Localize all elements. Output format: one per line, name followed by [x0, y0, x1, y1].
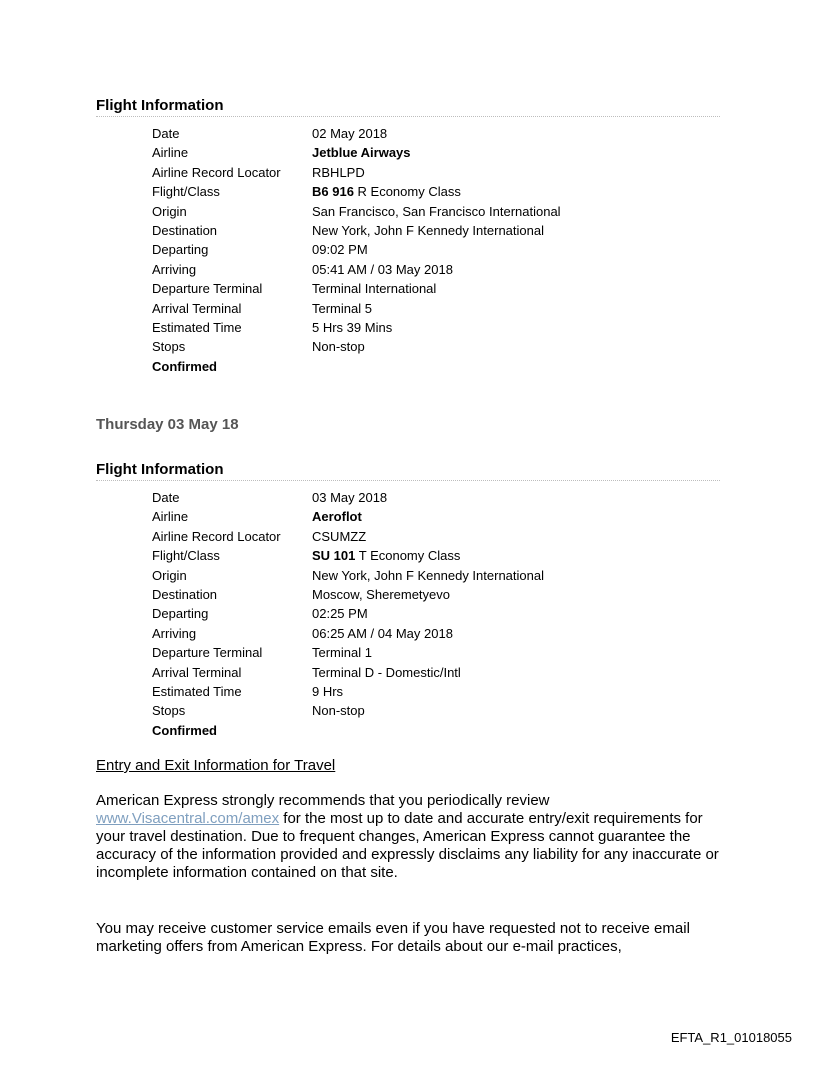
row-label: Destination [152, 222, 218, 238]
flight-2-departing-row [152, 604, 720, 623]
row-value: Non-stop [312, 339, 365, 355]
flight-2-details [152, 488, 720, 740]
row-label: Departing [152, 606, 209, 622]
flight-2-destination-row [152, 585, 720, 604]
airline-name: Aeroflot [312, 509, 362, 525]
row-label: Departing [152, 242, 209, 258]
flight-2-airline-row [152, 507, 720, 526]
row-label: Arriving [152, 261, 197, 277]
flight-1-departure-terminal-row [152, 279, 720, 298]
class-text: T Economy Class [355, 548, 461, 564]
flight-class-value [312, 546, 720, 565]
flight-2-stops-row [152, 701, 720, 720]
flight-1-status: Confirmed [152, 358, 217, 374]
row-value: San Francisco, San Francisco International [312, 203, 561, 219]
row-value: Terminal International [312, 281, 437, 297]
row-label: Date [152, 490, 180, 505]
row-label: Departure Terminal [152, 281, 263, 297]
entry-exit-heading: Entry and Exit Information for Travel [96, 757, 336, 774]
row-label: Arriving [152, 625, 197, 641]
row-value: 5 Hrs 39 Mins [312, 319, 393, 335]
row-label: Destination [152, 586, 218, 602]
flight-1-arriving-row [152, 260, 720, 279]
email-notice-paragraph: You may receive customer service emails even if you have requested not to receive email marketing offers from American Express. For details about our e-mail practices, [96, 920, 690, 955]
row-value: Terminal 1 [312, 645, 372, 661]
row-value: 05:41 AM / 03 May 2018 [312, 261, 453, 277]
row-value: 02 May 2018 [312, 126, 388, 141]
row-label: Flight/Class [152, 184, 220, 200]
class-text: R Economy Class [353, 184, 461, 200]
flight-1-date-row [152, 124, 720, 143]
row-label: Origin [152, 567, 187, 583]
flight-1-departing-row [152, 240, 720, 259]
row-label: Airline [152, 509, 189, 525]
row-value: New York, John F Kennedy International [312, 567, 544, 583]
row-label: Flight/Class [152, 548, 220, 564]
flight-class-value [312, 182, 720, 201]
row-label: Airline [152, 145, 189, 161]
visacentral-link[interactable]: www.Visacentral.com/amex [96, 810, 280, 827]
row-label: Date [152, 126, 180, 141]
row-label: Airline Record Locator [152, 528, 281, 544]
flight-2-class-row [152, 546, 720, 565]
row-label: Estimated Time [152, 319, 242, 335]
row-label: Estimated Time [152, 683, 242, 699]
entry-exit-paragraph [96, 792, 726, 882]
day-heading: Thursday 03 May 18 [96, 416, 239, 433]
row-value: 9 Hrs [312, 683, 344, 699]
row-label: Airline Record Locator [152, 164, 281, 180]
row-value: Non-stop [312, 703, 365, 719]
flight-1-heading: Flight Information [96, 97, 720, 117]
flight-1-stops-row [152, 337, 720, 356]
flight-1-details [152, 124, 720, 376]
flight-2-arriving-row [152, 624, 720, 643]
flight-2-arrival-terminal-row [152, 663, 720, 682]
document-id: EFTA_R1_01018055 [670, 1030, 792, 1045]
row-value: CSUMZZ [312, 528, 367, 544]
row-label: Arrival Terminal [152, 300, 242, 316]
entry-exit-text-end: for the most up to date and accurate entry/exit requirements for your travel destination. Due to frequent changes, American Express cannot guarantee the accuracy of the information provided and expressly disclaims any liability for any inaccurate or incomplete information contained on that site. [96, 810, 719, 881]
flight-1-origin-row [152, 202, 720, 221]
flight-2-heading: Flight Information [96, 461, 720, 481]
flight-1-destination-row [152, 221, 720, 240]
row-label: Departure Terminal [152, 645, 263, 661]
flight-2-date-row [152, 488, 720, 507]
row-label: Stops [152, 339, 186, 355]
flight-1-estimated-time-row [152, 318, 720, 337]
flight-number: SU 101 [312, 548, 356, 564]
row-label: Stops [152, 703, 186, 719]
flight-1-class-row [152, 182, 720, 201]
flight-number: B6 916 [312, 184, 354, 200]
row-label: Origin [152, 203, 187, 219]
row-value: 03 May 2018 [312, 490, 388, 505]
flight-2-origin-row [152, 566, 720, 585]
row-value: New York, John F Kennedy International [312, 222, 544, 238]
flight-2-departure-terminal-row [152, 643, 720, 662]
row-value: Moscow, Sheremetyevo [312, 586, 451, 602]
flight-2-estimated-time-row [152, 682, 720, 701]
row-value: RBHLPD [312, 164, 365, 180]
airline-name: Jetblue Airways [312, 145, 411, 161]
row-label: Arrival Terminal [152, 664, 242, 680]
row-value: 09:02 PM [312, 242, 368, 258]
row-value: Terminal D - Domestic/Intl [312, 664, 461, 680]
row-value: 06:25 AM / 04 May 2018 [312, 625, 453, 641]
row-value: Terminal 5 [312, 300, 372, 316]
flight-1-arrival-terminal-row [152, 299, 720, 318]
flight-1-locator-row [152, 163, 720, 182]
entry-exit-text-start: American Express strongly recommends that you periodically review [96, 792, 550, 809]
flight-1-airline-row [152, 143, 720, 162]
row-value: 02:25 PM [312, 606, 368, 622]
flight-2-status: Confirmed [152, 722, 217, 738]
flight-2-locator-row [152, 527, 720, 546]
